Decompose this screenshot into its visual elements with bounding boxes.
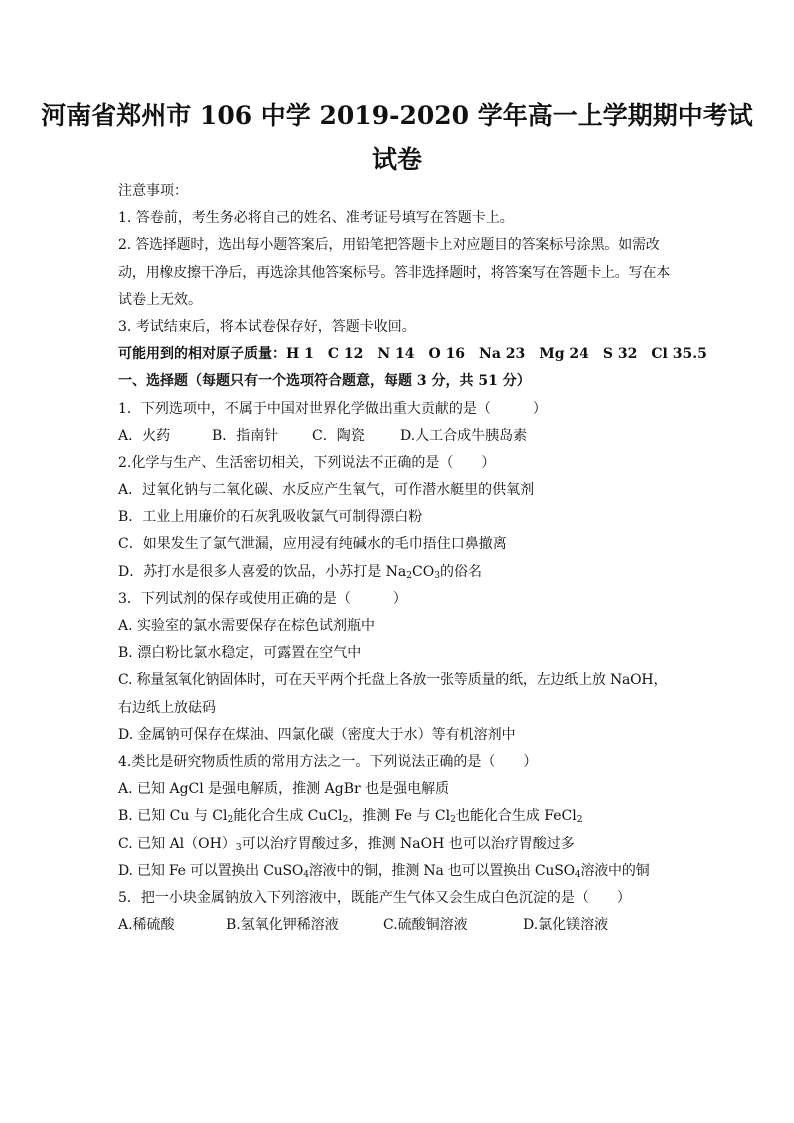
q4-b-sub-4: 2: [576, 815, 583, 826]
note-2-line-1: 2. 答选择题时，选出每小题答案后，用铅笔把答题卡上对应题目的答案标号涂黑。如需改: [118, 237, 660, 254]
q4-b-sub-2: 2: [342, 815, 349, 826]
q4-c-text-1: C. 已知 Al（OH）: [118, 835, 236, 852]
q2-d-text-1: D．苏打水是很多人喜爱的饮品，小苏打是 Na: [118, 563, 407, 580]
exam-body: [118, 178, 707, 939]
question-3-option-c-line-1: C. 称量氢氧化钠固体时，可在天平两个托盘上各放一张等质量的纸，左边纸上放 NaOH，: [118, 672, 668, 689]
question-2-option-d: [118, 559, 678, 586]
q2-d-text-2: CO: [412, 563, 435, 580]
q4-d-text-2: 溶液中的铜，推测 Na 也可以置换出 CuSO: [308, 862, 575, 879]
q4-d-sub-2: 4: [574, 869, 581, 880]
notes-heading: 注意事项：: [118, 183, 188, 199]
question-3-stem: 3．下列试剂的保存或使用正确的是（ ）: [118, 590, 407, 607]
q2-d-sub-2: 3: [434, 570, 440, 581]
q4-b-sub-1: 2: [227, 815, 234, 826]
question-2-option-c: C．如果发生了氯气泄漏，应用浸有纯碱水的毛巾捂住口鼻撤离: [118, 536, 507, 553]
question-1-option-c: C．陶瓷: [312, 427, 365, 444]
question-2-option-a: A．过氧化钠与二氧化碳、水反应产生氧气，可作潜水艇里的供氧剂: [118, 482, 535, 499]
question-4-option-c: [118, 831, 678, 858]
question-5-options: [118, 912, 678, 939]
atomic-mass-line: 可能用到的相对原子质量：H 1 C 12 N 14 O 16 Na 23 Mg 24 S 32 Cl 35.5: [118, 346, 707, 363]
question-4-option-d: [118, 858, 678, 885]
question-3-option-d: D. 金属钠可保存在煤油、四氯化碳（密度大于水）等有机溶剂中: [118, 726, 516, 743]
q4-d-sub-1: 4: [303, 869, 309, 880]
exam-title-line-1: 河南省郑州市 106 中学 2019-2020 学年高一上学期期中考试: [41, 101, 753, 130]
question-4-option-a: A. 已知 AgCl 是强电解质，推测 AgBr 也是强电解质: [118, 781, 450, 798]
q4-b-text-2: 能化合生成 CuCl: [233, 808, 343, 825]
question-2-stem: 2.化学与生产、生活密切相关，下列说法不正确的是（ ）: [118, 454, 496, 471]
q4-b-text-4: 也能化合生成 FeCl: [455, 808, 577, 825]
q2-d-text-3: 的俗名: [439, 563, 482, 580]
question-1-options: [118, 423, 678, 450]
question-3-option-b: B. 漂白粉比氯水稳定，可露置在空气中: [118, 645, 362, 662]
question-1-option-a: A．火药: [118, 427, 171, 444]
question-5-option-d: D.氯化镁溶液: [523, 917, 609, 934]
question-1-option-b: B．指南针: [212, 427, 279, 444]
question-5-option-b: B.氢氧化钾稀溶液: [226, 917, 339, 934]
question-1-stem: 1．下列选项中，不属于中国对世界化学做出重大贡献的是（ ）: [118, 400, 547, 417]
question-2-option-b: B．工业上用廉价的石灰乳吸收氯气可制得漂白粉: [118, 509, 423, 526]
q4-c-sub-1: 3: [235, 842, 242, 853]
question-4-stem: 4.类比是研究物质性质的常用方法之一。下列说法正确的是（ ）: [118, 753, 538, 770]
q4-b-sub-3: 2: [450, 815, 456, 826]
q4-d-text-1: D. 已知 Fe 可以置换出 CuSO: [118, 862, 304, 879]
question-5-option-a: A.稀硫酸: [118, 917, 175, 934]
q4-d-text-3: 溶液中的铜: [580, 862, 650, 879]
question-5-stem: 5．把一小块金属钠放入下列溶液中，既能产生气体又会生成白色沉淀的是（ ）: [118, 889, 631, 906]
note-1: 1. 答卷前，考生务必将自己的姓名、准考证号填写在答题卡上。: [118, 210, 514, 227]
exam-title-line-2: 试卷: [371, 145, 422, 174]
q4-b-text-3: ，推测 Fe 与 Cl: [348, 808, 451, 825]
q2-d-sub-1: 2: [406, 570, 413, 581]
section-1-heading: 一、选择题（每题只有一个选项符合题意，每题 3 分，共 51 分）: [118, 373, 531, 390]
question-4-option-b: [118, 803, 678, 830]
question-5-option-c: C.硫酸铜溶液: [383, 917, 468, 934]
question-3-option-a: A. 实验室的氯水需要保存在棕色试剂瓶中: [118, 618, 376, 634]
q4-b-text-1: B. 已知 Cu 与 Cl: [118, 808, 228, 825]
note-2-line-2: 动，用橡皮擦干净后，再选涂其他答案标号。答非选择题时，将答案写在答题卡上。写在本: [118, 264, 670, 281]
note-3: 3. 考试结束后，将本试卷保存好，答题卡收回。: [118, 318, 416, 335]
question-3-option-c-line-2: 右边纸上放砝码: [118, 699, 216, 716]
q4-c-text-2: 可以治疗胃酸过多，推测 NaOH 也可以治疗胃酸过多: [241, 835, 575, 852]
question-1-option-d: D.人工合成牛胰岛素: [400, 427, 528, 444]
note-2-line-3: 试卷上无效。: [118, 291, 202, 308]
